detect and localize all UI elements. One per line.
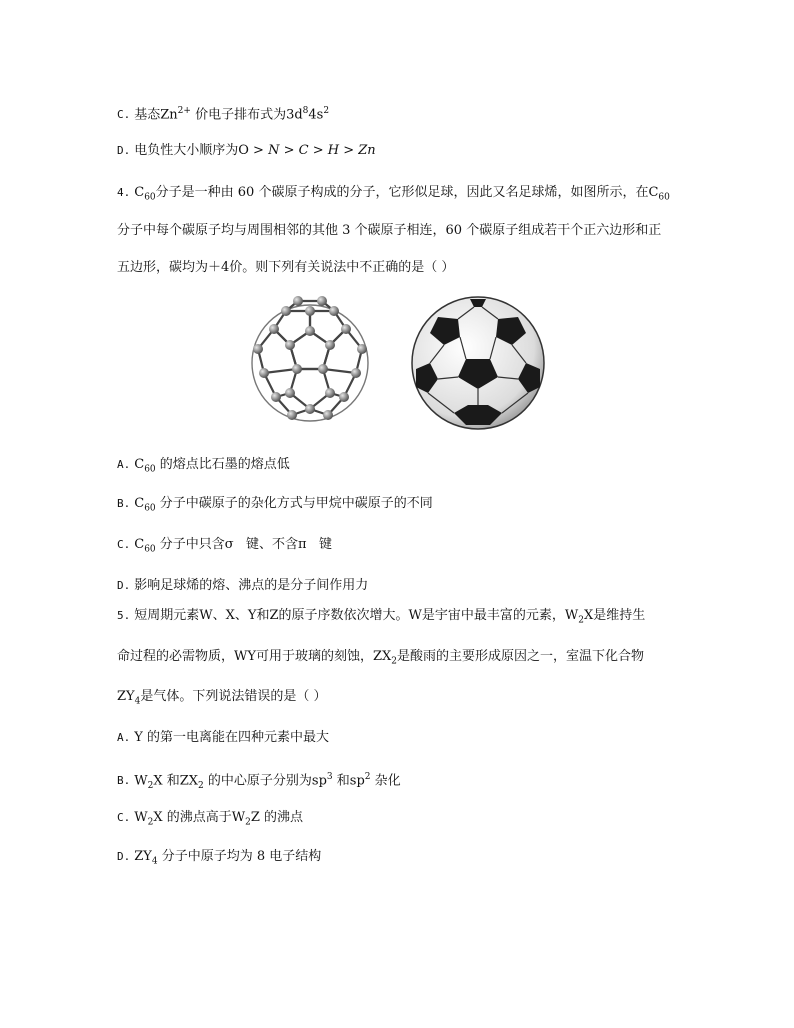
q4-option-c: C. $C_{60}$ 分子中只含σ 键、不含π 键 xyxy=(117,537,333,555)
q4-option-b: B. $C_{60}$ 分子中碳原子的杂化方式与甲烷中碳原子的不同 xyxy=(117,496,433,514)
q5-stem-line3: $ZY_4$是气体。下列说法错误的是（ ） xyxy=(117,689,327,707)
q3-option-d: D. 电负性大小顺序为O > N > C > H > Zn xyxy=(117,143,376,158)
q4-option-a: A. $C_{60}$ 的熔点比石墨的熔点低 xyxy=(117,457,290,475)
q5-option-b: B. $W_2X$ 和$ZX_2$ 的中心原子分别为$sp^3$ 和$sp^2$ 杂化 xyxy=(117,772,401,791)
q5-option-c: C. $W_2X$ 的沸点高于$W_2Z$ 的沸点 xyxy=(117,810,304,828)
q4-figure xyxy=(248,293,548,433)
q4-stem-line2: 分子中每个碳原子均与周围相邻的其他 3 个碳原子相连，60 个碳原子组成若干个正六边形和正 xyxy=(117,223,662,238)
q4-stem-line3: 五边形，碳均为＋4价。则下列有关说法中不正确的是（ ） xyxy=(117,260,455,275)
q5-option-a: A. Y 的第一电离能在四种元素中最大 xyxy=(117,730,329,745)
soccer-ball-icon xyxy=(412,297,544,429)
q4-option-d: D. 影响足球烯的熔、沸点的是分子间作用力 xyxy=(117,578,369,593)
c60-atoms xyxy=(253,296,367,420)
q3-option-c: C. 基态$Zn^{2+}$ 价电子排布式为$3d^84s^2$ xyxy=(117,106,330,123)
c60-cage xyxy=(252,301,368,421)
q5-option-d: D. $ZY_4$ 分子中原子均为 8 电子结构 xyxy=(117,849,322,867)
q5-stem-line2: 命过程的必需物质，WY可用于玻璃的刻蚀，$ZX_2$是酸雨的主要形成原因之一，室温下化合物 xyxy=(117,649,644,667)
q4-stem-line1: 4. $C_{60}$分子是一种由 60 个碳原子构成的分子，它形似足球，因此又名足球烯，如图所示，在$C_{60}$ xyxy=(117,185,670,203)
c60-molecule-model-icon xyxy=(248,293,548,433)
q5-stem-line1: 5. 短周期元素W、X、Y和Z的原子序数依次增大。W是宇宙中最丰富的元素，$W_2X$是维持生 xyxy=(117,608,646,626)
